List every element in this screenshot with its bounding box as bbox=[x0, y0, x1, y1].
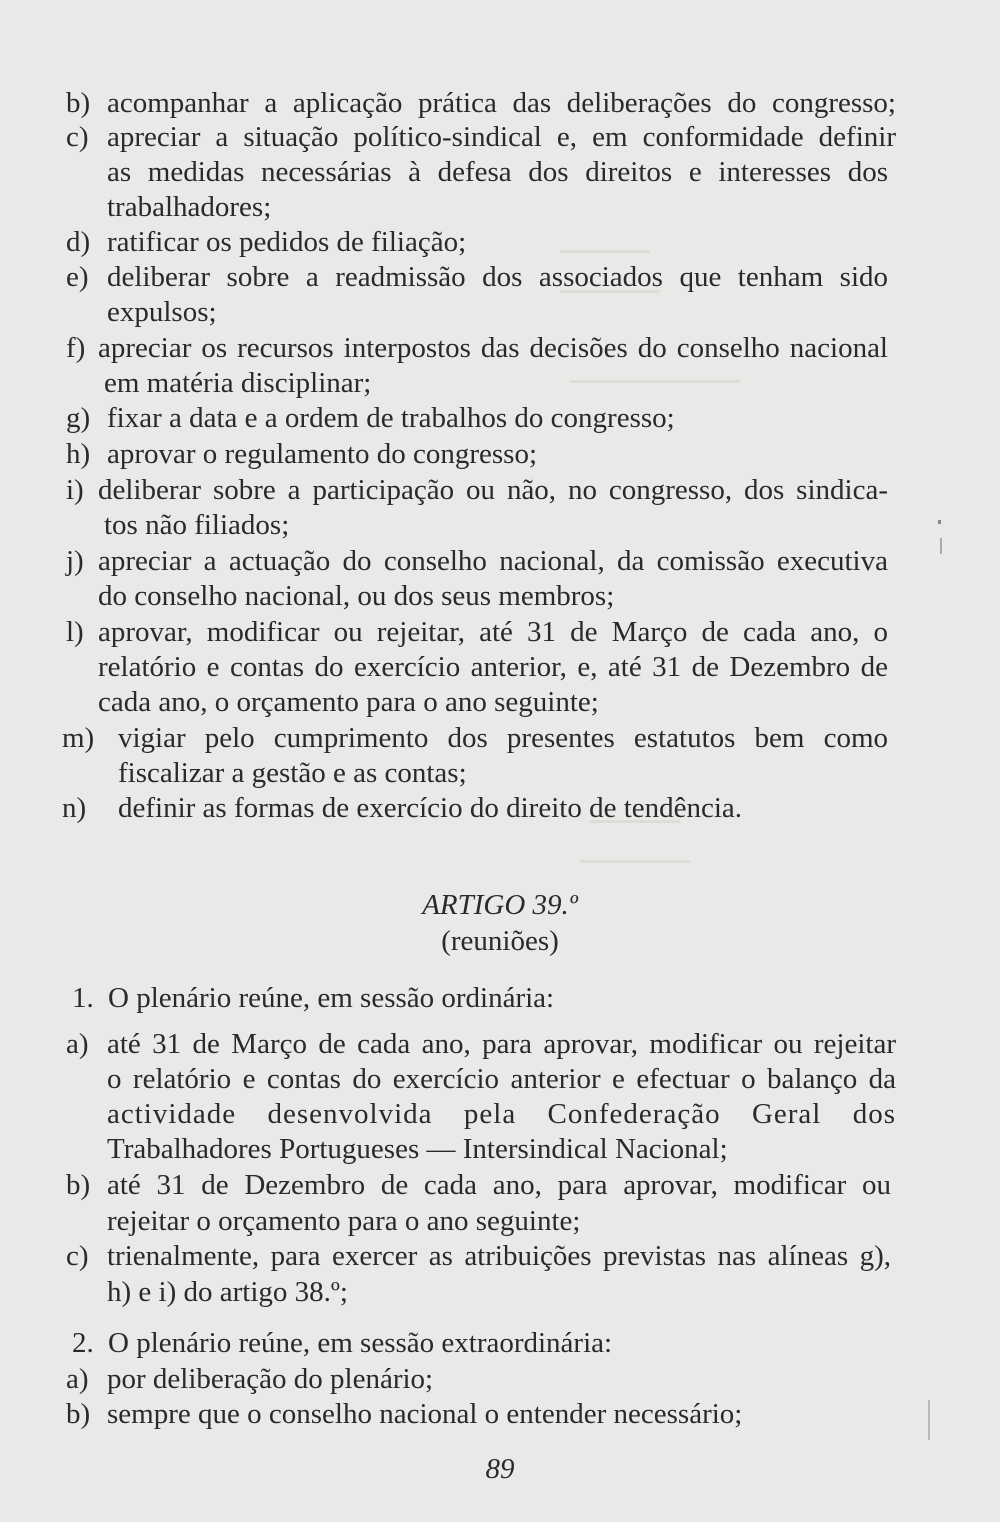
list-item-text: expulsos; bbox=[107, 296, 217, 328]
paragraph-text: O plenário reúne, em sessão extraordinária: bbox=[108, 1327, 613, 1359]
list-item-text: acompanhar a aplicação prática das deliberações do congresso; bbox=[107, 87, 896, 119]
list-item-label: e) bbox=[66, 261, 89, 293]
paragraph-text: O plenário reúne, em sessão ordinária: bbox=[108, 982, 555, 1014]
paragraph-number: 1. bbox=[72, 982, 94, 1014]
list-item-text: rejeitar o orçamento para o ano seguinte; bbox=[107, 1205, 581, 1237]
list-item-text: por deliberação do plenário; bbox=[107, 1363, 434, 1395]
list-item-text: aprovar o regulamento do congresso; bbox=[107, 438, 538, 470]
list-item-text: ratificar os pedidos de filiação; bbox=[107, 226, 467, 258]
list-item-text: do conselho nacional, ou dos seus membros; bbox=[98, 580, 615, 612]
list-item-text: as medidas necessárias à defesa dos direitos e interesses dos bbox=[107, 156, 888, 188]
list-item-label: a) bbox=[66, 1363, 89, 1395]
list-item-text: tos não filiados; bbox=[104, 509, 290, 541]
article-subtitle: (reuniões) bbox=[441, 925, 559, 957]
list-item-text: fixar a data e a ordem de trabalhos do congresso; bbox=[107, 402, 675, 434]
list-item-text: vigiar pelo cumprimento dos presentes estatutos bem como bbox=[118, 722, 888, 754]
list-item-text: actividade desenvolvida pela Confederação Geral dos bbox=[107, 1098, 896, 1130]
list-item-label: d) bbox=[66, 226, 91, 258]
paragraph-number: 2. bbox=[72, 1327, 94, 1359]
list-item-label: f) bbox=[66, 332, 86, 364]
list-item-text: até 31 de Dezembro de cada ano, para aprovar, modificar ou bbox=[107, 1169, 891, 1201]
list-item-text: o relatório e contas do exercício anterior e efectuar o balanço da bbox=[107, 1063, 896, 1095]
list-item-label: h) bbox=[66, 438, 91, 470]
list-item-text: trabalhadores; bbox=[107, 191, 272, 223]
list-item-text: relatório e contas do exercício anterior, e, até 31 de Dezembro de bbox=[98, 651, 888, 683]
list-item-label: g) bbox=[66, 402, 91, 434]
list-item-label: n) bbox=[62, 792, 87, 824]
list-item-text: fiscalizar a gestão e as contas; bbox=[118, 757, 467, 789]
list-item-label: b) bbox=[66, 1169, 91, 1201]
scan-mark bbox=[940, 538, 942, 554]
list-item-label: c) bbox=[66, 1240, 89, 1272]
list-item-text: cada ano, o orçamento para o ano seguinte; bbox=[98, 686, 599, 718]
list-item-text: em matéria disciplinar; bbox=[104, 367, 372, 399]
article-heading: ARTIGO 39.º bbox=[422, 889, 578, 921]
list-item-text: aprovar, modificar ou rejeitar, até 31 de Março de cada ano, o bbox=[98, 616, 888, 648]
list-item-text: sempre que o conselho nacional o entender necessário; bbox=[107, 1398, 743, 1430]
list-item-text: apreciar os recursos interpostos das decisões do conselho nacional bbox=[98, 332, 888, 364]
scan-mark bbox=[928, 1400, 930, 1440]
list-item-text: deliberar sobre a participação ou não, no congresso, dos sindica- bbox=[98, 474, 888, 506]
page-number: 89 bbox=[485, 1453, 515, 1485]
list-item-text: h) e i) do artigo 38.º; bbox=[107, 1276, 348, 1308]
list-item-text: trienalmente, para exercer as atribuições previstas nas alíneas g), bbox=[107, 1240, 891, 1272]
list-item-label: c) bbox=[66, 121, 89, 153]
list-item-text: deliberar sobre a readmissão dos associados que tenham sido bbox=[107, 261, 888, 293]
list-item-text: até 31 de Março de cada ano, para aprovar, modificar ou rejeitar bbox=[107, 1028, 896, 1060]
scan-mark bbox=[938, 520, 941, 524]
list-item-label: m) bbox=[62, 722, 95, 754]
list-item-label: b) bbox=[66, 1398, 91, 1430]
list-item-label: j) bbox=[66, 545, 84, 577]
list-item-label: l) bbox=[66, 616, 84, 648]
list-item-text: apreciar a actuação do conselho nacional, da comissão executiva bbox=[98, 545, 888, 577]
list-item-text: definir as formas de exercício do direito de tendência. bbox=[118, 792, 743, 824]
list-item-label: i) bbox=[66, 474, 84, 506]
list-item-text: apreciar a situação político-sindical e, em conformidade definir bbox=[107, 121, 896, 153]
list-item-text: Trabalhadores Portugueses — Intersindical Nacional; bbox=[107, 1133, 728, 1165]
list-item-label: b) bbox=[66, 87, 91, 119]
list-item-label: a) bbox=[66, 1028, 89, 1060]
